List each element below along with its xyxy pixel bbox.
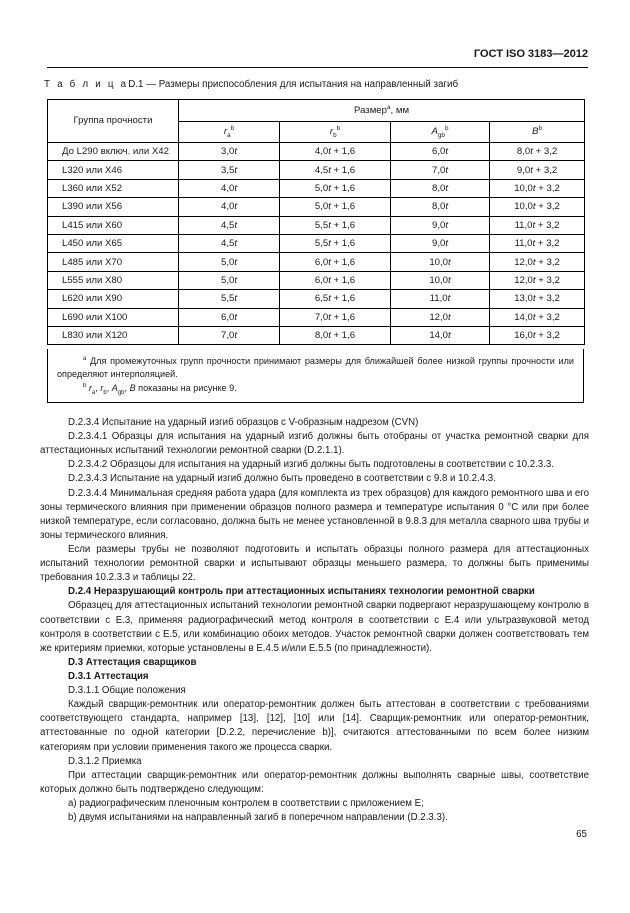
table-cell-agb: 11,0t — [391, 290, 490, 308]
table-row — [48, 326, 585, 344]
header-size-footnote-marker: a — [386, 103, 391, 111]
table-cell-group: L620 или X90 — [48, 290, 179, 308]
table-cell-ra: 5,5t — [179, 290, 280, 308]
table-cell-b: 12,0t + 3,2 — [490, 253, 585, 271]
table-head — [48, 100, 585, 143]
table-cell-rb: 4,5t + 1,6 — [280, 161, 391, 179]
table-footnotes — [47, 349, 584, 403]
table-cell-b: 10,0t + 3,2 — [490, 179, 585, 197]
paragraph-d311-body: Каждый сварщик-ремонтник или оператор-ремонтник должен быть аттестован в соответствии с требованиями соответствующего стандарта, например [13], [12], [10] или [14]. Сварщик-ремонтник или оператор-ремонтник, аттестованные по одной категории [D.2.2, перечисление b)], считаются аттестованными по всем более низким категориям при условии применения такого же процесса сварки. — [40, 699, 589, 753]
table-cell-ra: 6,0t — [179, 308, 280, 326]
symbol-a-gb-sup: b — [444, 125, 449, 133]
list-item-b: b) двумя испытаниями на направленный загиб в поперечном направлении (D.2.3.3). — [68, 812, 448, 824]
table-row — [48, 143, 585, 161]
heading-d31: D.3.1 Аттестация — [68, 670, 149, 682]
table-cell-agb: 9,0t — [391, 216, 490, 234]
table-cell-b: 11,0t + 3,2 — [490, 216, 585, 234]
heading-d3: D.3 Аттестация сварщиков — [68, 656, 197, 668]
footnote-symbol-rb-sub: b — [103, 389, 107, 396]
list-item-a: a) радиографическим пленочным контролем в соответствии с приложением E; — [68, 797, 424, 809]
header-col-agb — [391, 121, 490, 143]
paragraph-d2334: D.2.3.4 Испытание на ударный изгиб образцов с V-образным надрезом (CVN) — [68, 417, 419, 428]
table-caption — [44, 79, 458, 90]
footnote-b: $^b$ $r_a$, $r_b$, $A_{gb}$, B показаны на рисунке 9. — [83, 382, 237, 396]
symbol-b-sup: b — [538, 125, 542, 133]
paragraph-d312-body: При аттестации сварщик-ремонтник или оператор-ремонтник должны выполнять сварные швы, соответствие которых должно быть подтверждено следующим: — [40, 769, 589, 795]
table-cell-ra: 3,5t — [179, 161, 280, 179]
header-col-ra — [179, 121, 280, 143]
page-number: 65 — [576, 829, 587, 840]
table-cell-rb: 5,0t + 1,6 — [280, 198, 391, 216]
table-cell-b: 9,0t + 3,2 — [490, 161, 585, 179]
table-cell-group: L555 или X80 — [48, 271, 179, 289]
symbol-a-gb-sub: gb — [437, 132, 445, 140]
table-cell-agb: 9,0t — [391, 234, 490, 252]
table-cell-group: L360 или X52 — [48, 179, 179, 197]
table-row — [48, 290, 585, 308]
table-cell-b: 12,0t + 3,2 — [490, 271, 585, 289]
table-cell-ra: 7,0t — [179, 326, 280, 344]
table-cell-b: 8,0t + 3,2 — [490, 143, 585, 161]
table-cell-group: L450 или X65 — [48, 234, 179, 252]
table-header-row-1 — [48, 100, 585, 122]
paragraph-d23344: D.2.3.4.4 Минимальная средняя работа удара (для комплекта из трех образцов) для каждого ремонтного шва и его зоны термического влияния при применении образцов полного размера и температуре испытания 0 °С или при более низкой температуре, если согласовано, должна быть не менее установленной в 9.8.3 для металла сварного шва трубы и зоны термического влияния. — [40, 487, 589, 541]
table-cell-agb: 10,0t — [391, 271, 490, 289]
table-row — [48, 234, 585, 252]
table-cell-rb: 5,0t + 1,6 — [280, 179, 391, 197]
table-cell-b: 14,0t + 3,2 — [490, 308, 585, 326]
footnote-b-text: показаны на рисунке 9. — [135, 382, 237, 393]
symbol-r-a-sup: b — [230, 125, 235, 133]
table-cell-agb: 10,0t — [391, 253, 490, 271]
table-cell-agb: 8,0t — [391, 179, 490, 197]
symbol-a-gb: A — [431, 126, 438, 138]
table-cell-rb: 6,0t + 1,6 — [280, 253, 391, 271]
table-cell-rb: 6,5t + 1,6 — [280, 290, 391, 308]
footnote-symbol-ra-sub: a — [91, 389, 96, 396]
header-group-strength: Группа прочности — [48, 100, 179, 143]
paragraph-d23341: D.2.3.4.1 Образцы для испытания на ударный изгиб должны быть отобраны от участка ремонтной сварки для аттестационных испытаний технологии ремонтной сварки (D.2.1.1). — [40, 431, 589, 457]
table-cell-rb: 5,5t + 1,6 — [280, 216, 391, 234]
table-caption-prefix: Т а б л и ц а — [44, 79, 129, 90]
table-cell-ra: 4,0t — [179, 198, 280, 216]
table-cell-agb: 14,0t — [391, 326, 490, 344]
symbol-r-b-sup: b — [336, 125, 341, 133]
table-cell-ra: 5,0t — [179, 253, 280, 271]
table-cell-b: 13,0t + 3,2 — [490, 290, 585, 308]
table-cell-group: L690 или X100 — [48, 308, 179, 326]
footnote-symbol-ra: r — [88, 382, 92, 393]
table-cell-rb: 5,5t + 1,6 — [280, 234, 391, 252]
table-cell-rb: 8,0t + 1,6 — [280, 326, 391, 344]
header-size-unit: , мм — [390, 104, 410, 116]
table-cell-b: 11,0t + 3,2 — [490, 234, 585, 252]
table-cell-group: L415 или X60 — [48, 216, 179, 234]
table-cell-ra: 5,0t — [179, 271, 280, 289]
footnote-b-marker: b — [83, 382, 87, 389]
symbol-r-a: r — [223, 126, 228, 138]
table-cell-rb: 6,0t + 1,6 — [280, 271, 391, 289]
table-row — [48, 198, 585, 216]
table-cell-b: 10,0t + 3,2 — [490, 198, 585, 216]
table-cell-ra: 4,5t — [179, 234, 280, 252]
footnote-a — [57, 355, 574, 381]
paragraph-d24-body: Образцец для аттестационных испытаний технологии ремонтной сварки подвергают неразрушающему контролю в соответствии с E.3, применяя радиографический метод контроля в соответствии с E.4 или ультразвуковой метод контроля в соответствии с E.5, или комбинацию обоих методов. Участок ремонтной сварки должен соответствовать тем же критериям приемки, которые установлены в E.4.5 и/или E.5.5 (по принадлежности). — [40, 600, 589, 654]
heading-d24: D.2.4 Неразрушающий контроль при аттестационных испытаниях технологии ремонтной сварки — [68, 586, 535, 598]
table-body — [48, 143, 585, 345]
page-header — [47, 48, 588, 70]
table-cell-group: L485 или X70 — [48, 253, 179, 271]
header-size-label: Размер — [354, 104, 387, 116]
table-cell-agb: 7,0t — [391, 161, 490, 179]
footnote-a-text: Для промежуточных групп прочности принимают размеры для ближайшей более низкой группы прочности или определяют интерполяцией. — [57, 356, 574, 379]
table-row — [48, 308, 585, 326]
table-cell-rb: 4,0t + 1,6 — [280, 143, 391, 161]
body-text — [40, 416, 589, 825]
paragraph-subsize-specimens: Если размеры трубы не позволяют подготовить и испытать образцы полного размера для аттестационных испытаний технологии ремонтной сварки и испытывают образцы меньшего размера, то должны быть применимы требования 10.2.3.3 и таблицы 22. — [40, 543, 589, 584]
paragraph-d23343: D.2.3.4.3 Испытание на ударный изгиб должно быть проведено в соответствии с 9.8 и 10.2.4.3. — [68, 473, 496, 485]
table-cell-agb: 8,0t — [391, 198, 490, 216]
table-row — [48, 179, 585, 197]
table-row — [48, 216, 585, 234]
table-cell-agb: 6,0t — [391, 143, 490, 161]
footnote-a-marker: a — [83, 355, 87, 362]
table-row — [48, 161, 585, 179]
footnote-symbol-agb-sub: gb — [117, 389, 125, 396]
table-cell-ra: 4,0t — [179, 179, 280, 197]
table-cell-group: До L290 включ. или X42 — [48, 143, 179, 161]
paragraph-d312-title: D.3.1.2 Приемка — [68, 755, 142, 767]
table-row — [48, 253, 585, 271]
symbol-b: B — [532, 126, 539, 138]
table-cell-group: L320 или X46 — [48, 161, 179, 179]
header-col-b — [490, 121, 585, 143]
table-cell-agb: 12,0t — [391, 308, 490, 326]
bend-test-jig-dimensions-table — [47, 99, 585, 345]
footnote-symbol-rb: r — [100, 382, 104, 393]
footnote-symbol-agb: A — [111, 382, 118, 393]
table-cell-rb: 7,0t + 1,6 — [280, 308, 391, 326]
paragraph-d311-title: D.3.1.1 Общие положения — [68, 685, 186, 697]
paragraph-d23342: D.2.3.4.2 Образцоы для испытания на ударный изгиб должны быть подготовлены в соответствии с 10.2.3.3. — [68, 459, 554, 471]
header-col-rb — [280, 121, 391, 143]
standard-title: ГОСТ ISO 3183—2012 — [473, 48, 588, 60]
table-caption-text: D.1 — Размеры приспособления для испытания на направленный загиб — [128, 79, 459, 90]
symbol-r-b: r — [329, 126, 334, 138]
table-cell-group: L830 или X120 — [48, 326, 179, 344]
table-cell-group: L390 или X56 — [48, 198, 179, 216]
table-cell-ra: 3,0t — [179, 143, 280, 161]
footnote-symbol-b: B — [129, 382, 136, 393]
table-cell-b: 16,0t + 3,2 — [490, 326, 585, 344]
symbol-r-b-sub: b — [333, 132, 337, 140]
table-cell-ra: 4,5t — [179, 216, 280, 234]
header-size-span — [179, 100, 585, 122]
table-row — [48, 271, 585, 289]
symbol-r-a-sub: a — [227, 132, 231, 140]
header-divider — [47, 67, 588, 68]
